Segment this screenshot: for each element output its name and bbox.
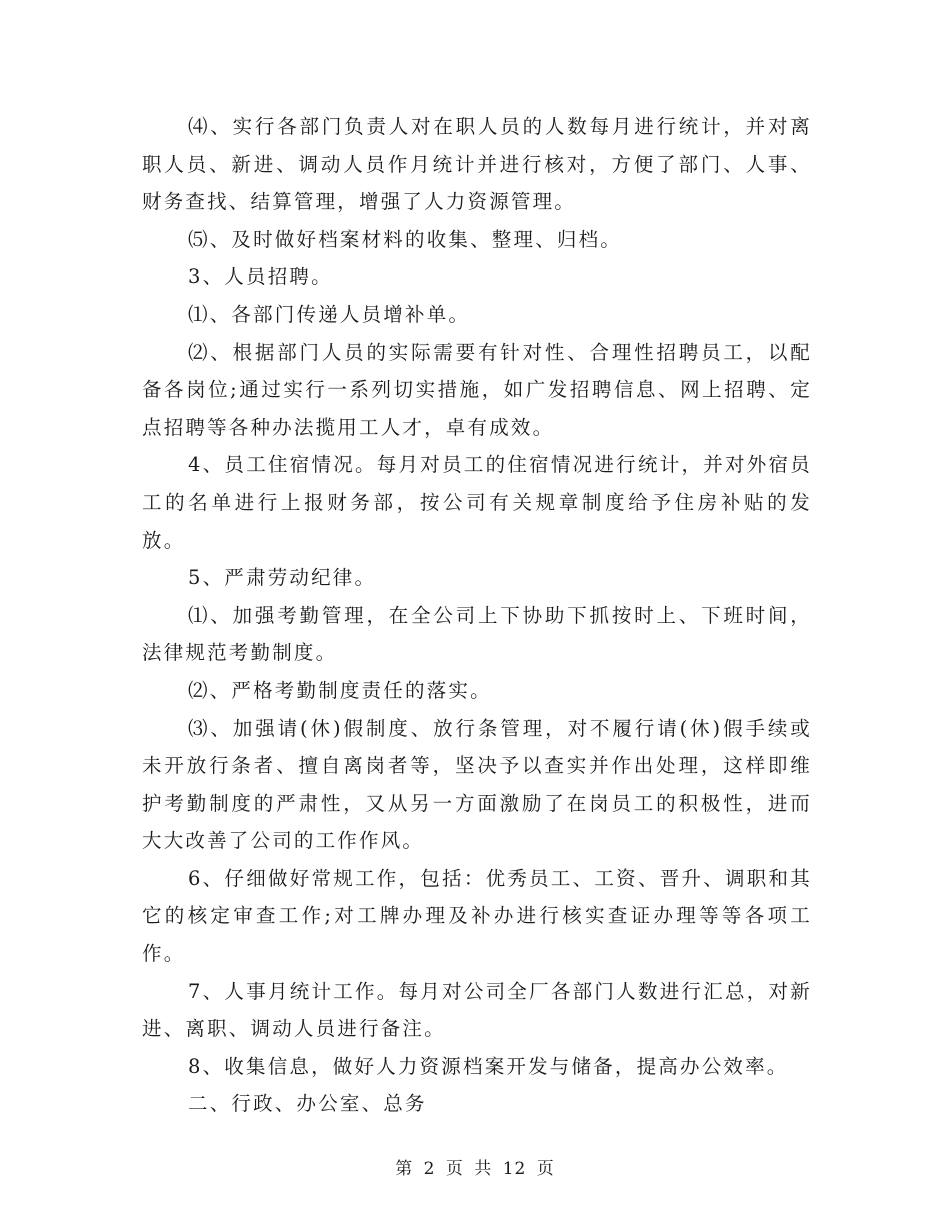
paragraph-5-archive-materials: ⑸、及时做好档案材料的收集、整理、归档。: [188, 227, 623, 251]
section-7-monthly-statistics: 7、人事月统计工作。每月对公司全厂各部门人数进行汇总，对新进、离职、调动人员进行备注。: [142, 979, 812, 1041]
section-6-routine-work: 6、仔细做好常规工作，包括：优秀员工、工资、晋升、调职和其它的核定审查工作;对工牌办理及补办进行核实查证办理等等各项工作。: [142, 866, 812, 966]
paragraph-2-attendance-responsibility: ⑵、严格考勤制度责任的落实。: [188, 678, 492, 702]
paragraph-3-leave-management: ⑶、加强请(休)假制度、放行条管理，对不履行请(休)假手续或未开放行条者、擅自离岗者等，坚决予以查实并作出处理，这样即维护考勤制度的严肃性，又从另一方面激励了在岗员工的积极性，进而大大改善了公司的工作作风。: [142, 716, 812, 853]
paragraph-1-staff-requisition: ⑴、各部门传递人员增补单。: [188, 302, 471, 326]
section-two-administration-heading: 二、行政、办公室、总务: [188, 1092, 427, 1116]
paragraph-2-recruitment-measures: ⑵、根据部门人员的实际需要有针对性、合理性招聘员工，以配备各岗位;通过实行一系列切实措施，如广发招聘信息、网上招聘、定点招聘等各种办法揽用工人才，卓有成效。: [142, 340, 812, 439]
section-3-recruitment-heading: 3、人员招聘。: [188, 265, 333, 289]
section-8-information-collection: 8、收集信息，做好人力资源档案开发与储备，提高办公效率。: [188, 1054, 789, 1078]
paragraph-1-attendance-management: ⑴、加强考勤管理，在全公司上下协助下抓按时上、下班时间，法律规范考勤制度。: [142, 603, 812, 665]
section-4-dormitory: 4、员工住宿情况。每月对员工的住宿情况进行统计，并对外宿员工的名单进行上报财务部，按公司有关规章制度给予住房补贴的发放。: [142, 453, 812, 552]
paragraph-4-headcount-statistics: ⑷、实行各部门负责人对在职人员的人数每月进行统计，并对离职人员、新进、调动人员作月统计并进行核对，方便了部门、人事、财务查找、结算管理，增强了人力资源管理。: [142, 115, 812, 214]
document-body: [142, 108, 812, 1123]
section-5-labor-discipline-heading: 5、严肃劳动纪律。: [188, 566, 377, 590]
page-number-footer: 第 2 页 共 12 页: [395, 1159, 555, 1179]
